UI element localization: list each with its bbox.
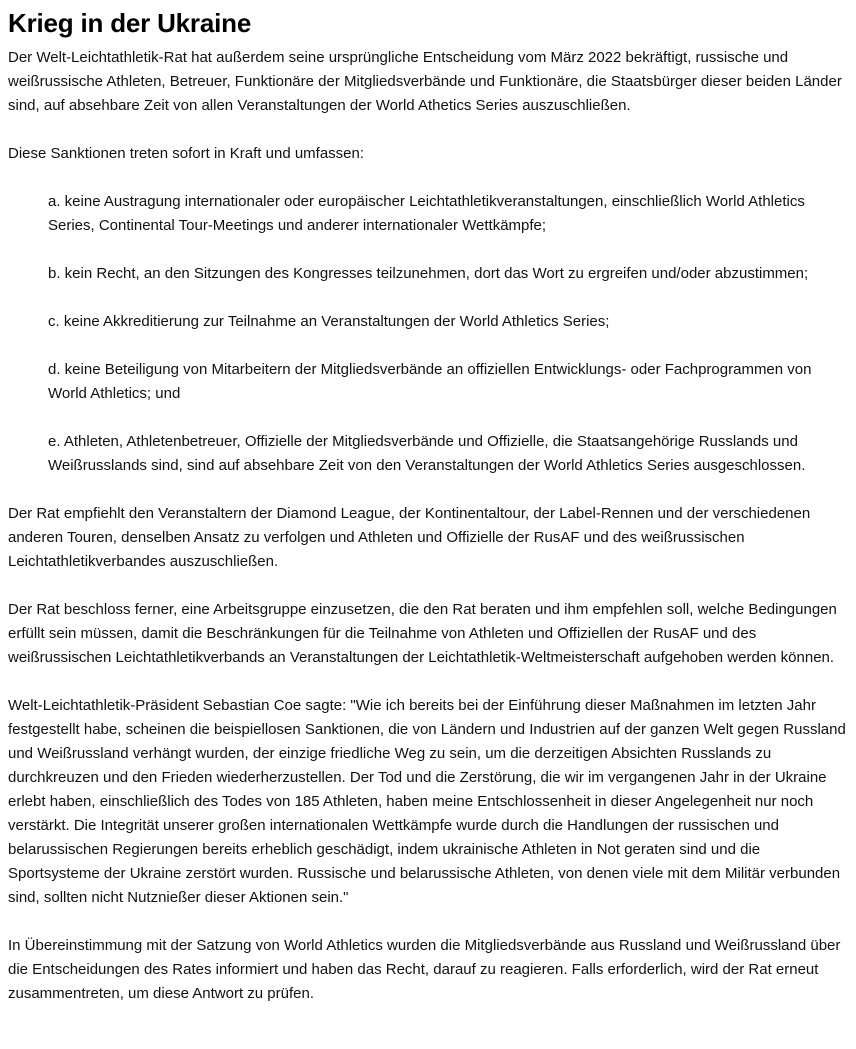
sanction-item-e: e. Athleten, Athletenbetreuer, Offizielle der Mitgliedsverbände und Offizielle, die Staatsangehörige Russlands und Weißrusslands sind, sind auf absehbare Zeit von den Veranstaltungen der World Athletics Series ausgeschlossen. <box>48 433 806 474</box>
sanction-item-a: a. keine Austragung internationaler oder europäischer Leichtathletikveranstaltungen, einschließlich World Athletics Series, Continental Tour-Meetings und anderer internationaler Wettkämpfe; <box>48 193 805 234</box>
spacer <box>8 574 856 598</box>
spacer <box>8 334 856 358</box>
working-group-paragraph: Der Rat beschloss ferner, eine Arbeitsgruppe einzusetzen, die den Rat beraten und ihm empfehlen soll, welche Bedingungen erfüllt sein müssen, damit die Beschränkungen für die Teilnahme von Athleten und Offiziellen der RusAF und des weißrussischen Leichtathletikverbands an Veranstaltungen der Leichtathletik-Weltmeisterschaft aufgehoben werden können. <box>8 601 837 666</box>
spacer <box>8 478 856 502</box>
spacer <box>8 670 856 694</box>
article-title: Krieg in der Ukraine <box>8 8 252 38</box>
sanction-item-c: c. keine Akkreditierung zur Teilnahme an Veranstaltungen der World Athletics Series; <box>48 313 610 330</box>
spacer <box>8 910 856 934</box>
quote-paragraph: Welt-Leichtathletik-Präsident Sebastian Coe sagte: "Wie ich bereits bei der Einführung dieser Maßnahmen im letzten Jahr festgestellt habe, scheinen die beispiellosen Sanktionen, die von Ländern und Industrien auf der ganzen Welt gegen Russland und Weißrussland verhängt wurden, der einzige friedliche Weg zu sein, um die derzeitigen Absichten Russlands zu durchkreuzen und den Frieden wiederherzustellen. Der Tod und die Zerstörung, die wir im vergangenen Jahr in der Ukraine erlebt haben, einschließlich des Todes von 185 Athleten, haben meine Entschlossenheit in dieser Angelegenheit nur noch verstärkt. Die Integrität unserer großen internationalen Wettkämpfe wurde durch die Handlungen der russischen und belarussischen Regierungen bereits erheblich geschädigt, indem ukrainische Athleten in Not geraten sind und die Sportsysteme der Ukraine zerstört wurden. Russische und belarussische Athleten, von denen viele mit dem Militär verbunden sind, sollten nicht Nutznießer dieser Aktionen sein." <box>8 697 846 906</box>
intro-paragraph: Der Welt-Leichtathletik-Rat hat außerdem seine ursprüngliche Entscheidung vom März 2022 bekräftigt, russische und weißrussische Athleten, Betreuer, Funktionäre der Mitgliedsverbände und Funktionäre, die Staatsbürger dieser beiden Länder sind, auf absehbare Zeit von allen Veranstaltungen der World Athetics Series auszuschließen. <box>8 49 842 114</box>
spacer <box>8 238 856 262</box>
spacer <box>8 166 856 190</box>
closing-paragraph: In Übereinstimmung mit der Satzung von World Athletics wurden die Mitgliedsverbände aus Russland und Weißrussland über die Entscheidungen des Rates informiert und haben das Recht, darauf zu reagieren. Falls erforderlich, wird der Rat erneut zusammentreten, um diese Antwort zu prüfen. <box>8 937 841 1002</box>
spacer <box>8 406 856 430</box>
sanctions-lead-paragraph: Diese Sanktionen treten sofort in Kraft und umfassen: <box>8 145 365 162</box>
sanction-item-d: d. keine Beteiligung von Mitarbeitern der Mitgliedsverbände an offiziellen Entwicklungs- oder Fachprogrammen von World Athletics; und <box>48 361 812 402</box>
spacer <box>8 286 856 310</box>
spacer <box>8 118 856 142</box>
sanction-item-b: b. kein Recht, an den Sitzungen des Kongresses teilzunehmen, dort das Wort zu ergreifen und/oder abzustimmen; <box>48 265 809 282</box>
recommendation-paragraph: Der Rat empfiehlt den Veranstaltern der Diamond League, der Kontinentaltour, der Label-Rennen und der verschiedenen anderen Touren, denselben Ansatz zu verfolgen und Athleten und Offizielle der RusAF und des weißrussischen Leichtathletikverbandes auszuschließen. <box>8 505 811 570</box>
